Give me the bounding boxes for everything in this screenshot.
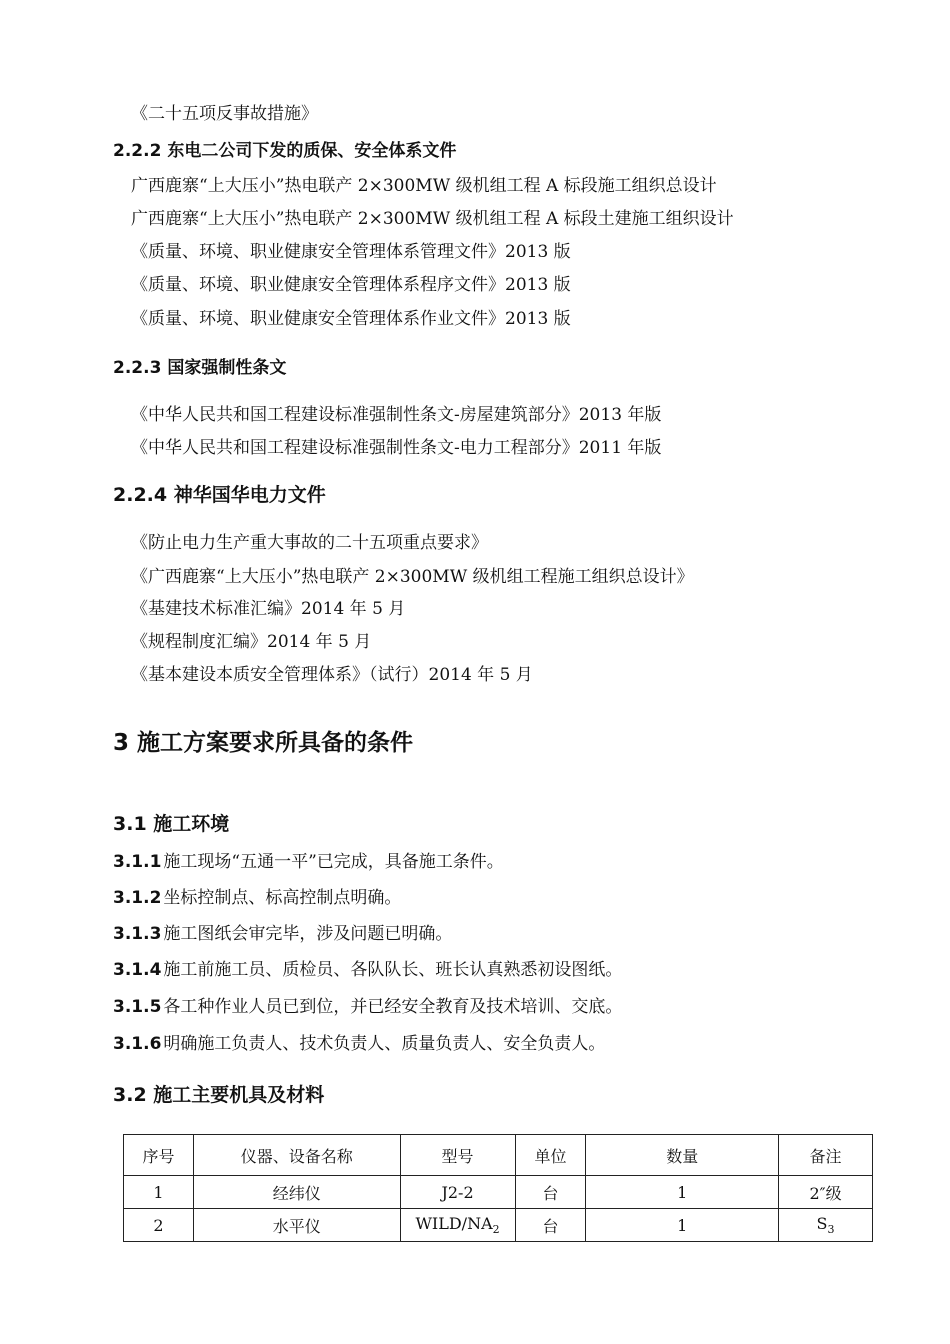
condition-text: 各工种作业人员已到位，并已经安全教育及技术培训、交底。 [163, 997, 623, 1017]
condition-item [113, 1033, 605, 1055]
note-text: S [816, 1213, 828, 1233]
table-cell-unit: 台 [515, 1176, 586, 1209]
model-text: WILD/NA [415, 1213, 493, 1233]
table-cell-model [400, 1209, 515, 1242]
chapter-heading-3: 3 施工方案要求所具备的条件 [113, 730, 414, 756]
reference-item: 《中华人民共和国工程建设标准强制性条文-房屋建筑部分》2013 年版 [131, 405, 662, 425]
reference-item: 《防止电力生产重大事故的二十五项重点要求》 [131, 533, 488, 553]
table-cell-unit: 台 [515, 1209, 586, 1242]
table-row [124, 1176, 873, 1209]
condition-item [113, 851, 504, 873]
table-cell-name: 经纬仪 [193, 1176, 400, 1209]
section-heading-2-2-2: 2.2.2 东电二公司下发的质保、安全体系文件 [113, 141, 457, 161]
reference-item: 《质量、环境、职业健康安全管理体系管理文件》2013 版 [131, 242, 571, 262]
column-header: 序号 [124, 1135, 194, 1176]
reference-item: 广西鹿寨“上大压小”热电联产 2×300MW 级机组工程 A 标段施工组织总设计 [131, 176, 717, 196]
section-heading-3-2: 3.2 施工主要机具及材料 [113, 1084, 325, 1106]
table-cell-model: J2-2 [400, 1176, 515, 1209]
column-header: 型号 [400, 1135, 515, 1176]
equipment-table [123, 1134, 873, 1242]
reference-item: 《广西鹿寨“上大压小”热电联产 2×300MW 级机组工程施工组织总设计》 [131, 567, 694, 587]
column-header: 单位 [515, 1135, 586, 1176]
condition-text: 施工前施工员、质检员、各队队长、班长认真熟悉初设图纸。 [163, 960, 623, 980]
condition-item [113, 959, 622, 981]
table-row [124, 1209, 873, 1242]
condition-number: 3.1.4 [113, 960, 162, 980]
condition-item [113, 923, 452, 945]
column-header: 备注 [779, 1135, 873, 1176]
condition-number: 3.1.5 [113, 997, 162, 1017]
condition-item [113, 887, 401, 909]
reference-item: 《基建技术标准汇编》2014 年 5 月 [131, 599, 406, 619]
column-header: 仪器、设备名称 [193, 1135, 400, 1176]
reference-item: 《规程制度汇编》2014 年 5 月 [131, 632, 372, 652]
condition-number: 3.1.2 [113, 888, 162, 908]
table-cell-no: 1 [124, 1176, 194, 1209]
section-heading-2-2-4: 2.2.4 神华国华电力文件 [113, 484, 326, 506]
section-heading-2-2-3: 2.2.3 国家强制性条文 [113, 358, 287, 378]
reference-item: 《基本建设本质安全管理体系》（试行）2014 年 5 月 [131, 665, 533, 685]
condition-text: 明确施工负责人、技术负责人、质量负责人、安全负责人。 [163, 1034, 606, 1054]
condition-number: 3.1.6 [113, 1034, 162, 1054]
table-cell-no: 2 [124, 1209, 194, 1242]
section-heading-3-1: 3.1 施工环境 [113, 813, 230, 835]
reference-item: 广西鹿寨“上大压小”热电联产 2×300MW 级机组工程 A 标段土建施工组织设计 [131, 209, 734, 229]
reference-item: 《中华人民共和国工程建设标准强制性条文-电力工程部分》2011 年版 [131, 438, 662, 458]
table-cell-note [779, 1209, 873, 1242]
condition-number: 3.1.1 [113, 852, 162, 872]
table-cell-qty: 1 [586, 1176, 779, 1209]
condition-item [113, 996, 622, 1018]
condition-number: 3.1.3 [113, 924, 162, 944]
reference-item: 《质量、环境、职业健康安全管理体系程序文件》2013 版 [131, 275, 571, 295]
condition-text: 施工现场“五通一平”已完成，具备施工条件。 [163, 852, 504, 872]
condition-text: 施工图纸会审完毕，涉及问题已明确。 [163, 924, 453, 944]
table-cell-qty: 1 [586, 1209, 779, 1242]
column-header: 数量 [586, 1135, 779, 1176]
reference-item: 《质量、环境、职业健康安全管理体系作业文件》2013 版 [131, 309, 571, 329]
condition-text: 坐标控制点、标高控制点明确。 [163, 888, 402, 908]
table-cell-name: 水平仪 [193, 1209, 400, 1242]
model-subscript: 2 [492, 1223, 500, 1237]
table-header-row [124, 1135, 873, 1176]
note-subscript: 3 [827, 1223, 835, 1237]
reference-item: 《二十五项反事故措施》 [131, 104, 318, 124]
table-cell-note: 2″级 [779, 1176, 873, 1209]
